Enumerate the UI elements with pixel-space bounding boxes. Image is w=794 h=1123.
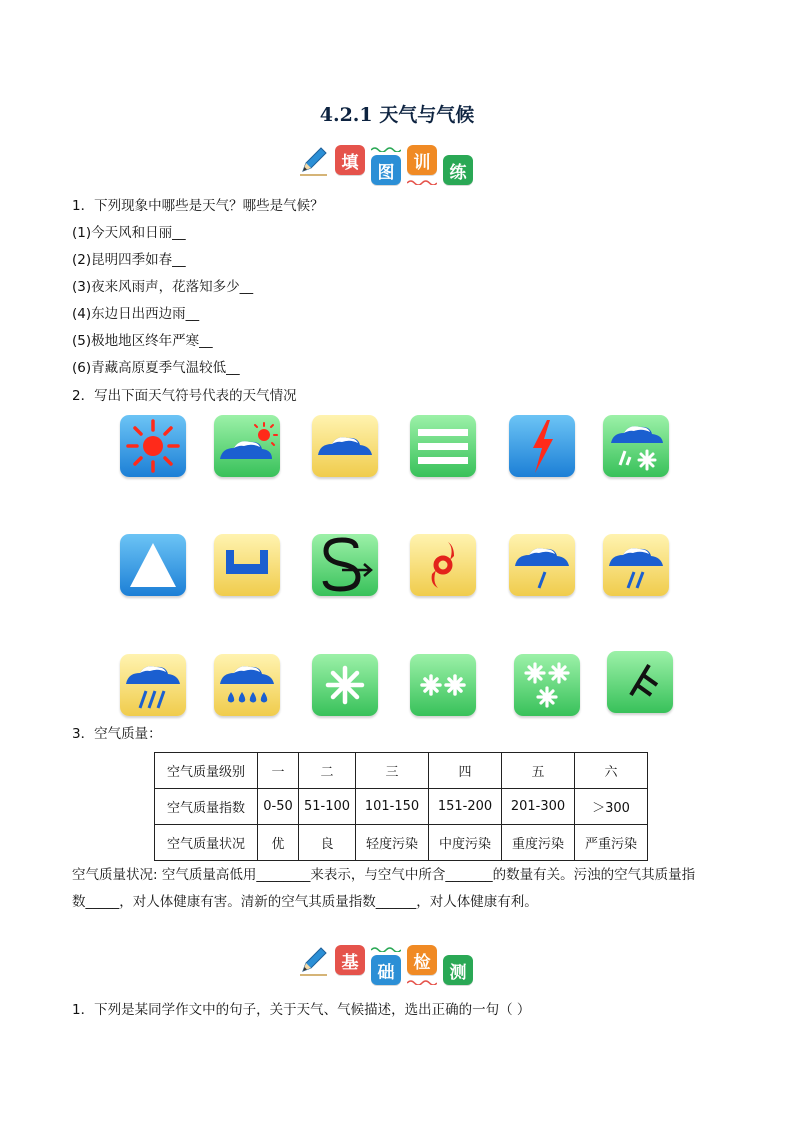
page-title: 4.2.1 天气与气候 (319, 104, 475, 126)
high-pressure-icon (120, 534, 186, 596)
sandstorm-icon (312, 534, 378, 596)
table-cell: 二 (299, 753, 356, 789)
q1-item: (3)夜来风雨声，花落知多少__ (72, 279, 254, 295)
moderate-rain-icon (603, 534, 669, 596)
table-cell: 中度污染 (429, 825, 502, 861)
table-cell: 201-300 (502, 789, 575, 825)
q1-item: (4)东边日出西边雨__ (72, 306, 200, 322)
heavy-snow-icon (514, 654, 580, 716)
table-cell: 五 (502, 753, 575, 789)
banner-char-3-text: 检 (413, 952, 431, 973)
wave-decoration (407, 979, 437, 985)
q1-item: (2)昆明四季如春__ (72, 252, 186, 268)
typhoon-icon (410, 534, 476, 596)
q1-item: (6)青藏高原夏季气温较低__ (72, 360, 240, 376)
table-row (155, 753, 648, 789)
table-cell: 51-100 (299, 789, 356, 825)
air-quality-table (154, 752, 648, 861)
q1-item: (5)极地地区终年严寒__ (72, 333, 213, 349)
table-cell: 四 (429, 753, 502, 789)
pencil-icon (297, 945, 329, 977)
table-cell: 一 (258, 753, 299, 789)
wave-decoration (371, 146, 401, 152)
banner-char-1: 基 (335, 945, 365, 975)
banner-char-2-text: 础 (377, 962, 395, 983)
q2-prompt: 2．写出下面天气符号代表的天气情况 (72, 388, 297, 404)
banner-char-2 (371, 955, 401, 985)
fog-icon (410, 415, 476, 477)
q1-item: (1)今天风和日丽__ (72, 225, 186, 241)
q3-prompt: 3．空气质量： (72, 726, 162, 742)
sleet-icon (603, 415, 669, 477)
q1-prompt: 1．下列现象中哪些是天气？哪些是气候？ (72, 198, 324, 214)
table-row (155, 789, 648, 825)
banner-char-2-text: 图 (377, 162, 395, 183)
banner-char-3 (407, 145, 437, 175)
section-banner-basic-test (297, 945, 473, 985)
table-cell: 优 (258, 825, 299, 861)
sunny-icon (120, 415, 186, 477)
pencil-icon (297, 145, 329, 177)
q4-prompt: 1．下列是某同学作文中的句子，关于天气、气候描述，选出正确的一句（ ） (72, 1002, 531, 1018)
q3-paragraph-line2: 数_____，对人体健康有害。清新的空气其质量指数______，对人体健康有利。 (72, 894, 538, 910)
table-cell: 空气质量状况 (155, 825, 258, 861)
moderate-snow-icon (410, 654, 476, 716)
banner-char-1: 填 (335, 145, 365, 175)
light-snow-icon (312, 654, 378, 716)
wave-decoration (407, 179, 437, 185)
banner-char-4: 练 (443, 155, 473, 185)
storm-rain-icon (214, 654, 280, 716)
light-rain-icon (509, 534, 575, 596)
table-cell: 轻度污染 (356, 825, 429, 861)
table-cell: ＞300 (575, 789, 648, 825)
thunder-icon (509, 415, 575, 477)
section-banner-practice (297, 145, 473, 185)
banner-char-3 (407, 945, 437, 975)
wave-decoration (371, 946, 401, 952)
table-cell: 良 (299, 825, 356, 861)
banner-char-2 (371, 155, 401, 185)
table-cell: 151-200 (429, 789, 502, 825)
table-cell: 空气质量级别 (155, 753, 258, 789)
table-row (155, 825, 648, 861)
partly-cloudy-icon (214, 415, 280, 477)
heavy-rain-icon (120, 654, 186, 716)
q3-paragraph-line1: 空气质量状况: 空气质量高低用________来表示，与空气中所含_______的数量有关。污浊的空气其质量指 (72, 867, 696, 883)
overcast-icon (312, 415, 378, 477)
banner-char-4: 测 (443, 955, 473, 985)
table-cell: 0-50 (258, 789, 299, 825)
table-cell: 严重污染 (575, 825, 648, 861)
table-cell: 三 (356, 753, 429, 789)
low-pressure-icon (214, 534, 280, 596)
table-cell: 空气质量指数 (155, 789, 258, 825)
table-cell: 101-150 (356, 789, 429, 825)
table-cell: 重度污染 (502, 825, 575, 861)
banner-char-3-text: 训 (413, 152, 431, 173)
wind-icon (607, 651, 673, 713)
table-cell: 六 (575, 753, 648, 789)
